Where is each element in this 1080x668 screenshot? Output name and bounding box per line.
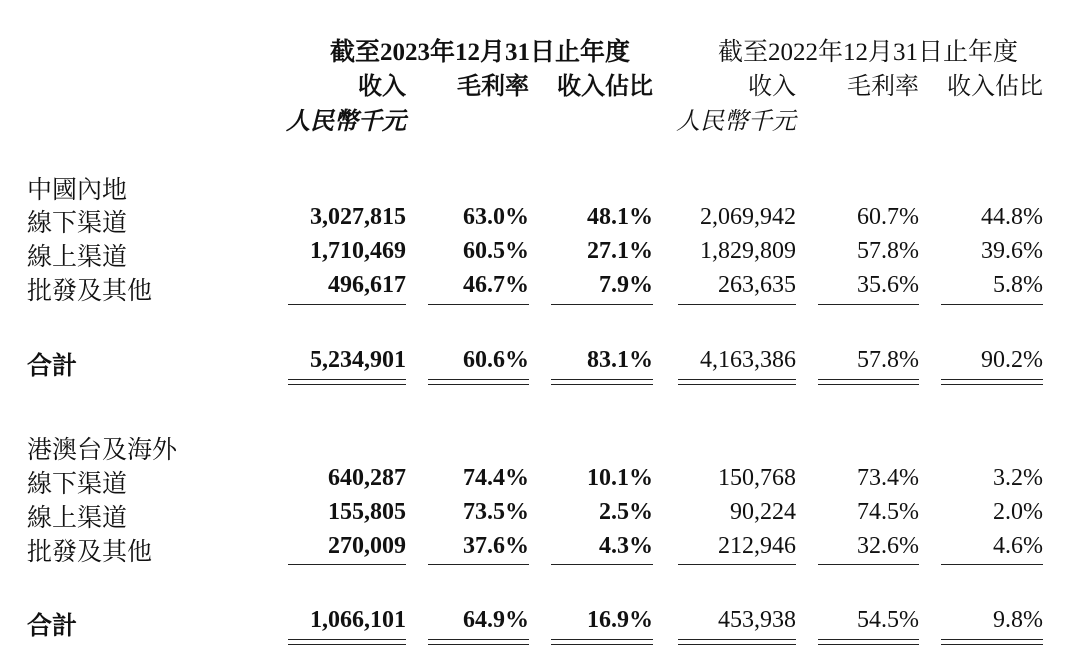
row-label: 線下渠道 bbox=[27, 210, 128, 237]
gm-2022: 54.5% bbox=[857, 607, 919, 633]
gm-2022: 73.4% bbox=[857, 465, 919, 491]
share-2022: 5.8% bbox=[993, 272, 1043, 298]
share-2022: 39.6% bbox=[981, 238, 1043, 264]
share-2023: 10.1% bbox=[587, 465, 653, 491]
share-2023: 7.9% bbox=[599, 272, 653, 298]
rev-2022: 212,946 bbox=[718, 533, 796, 559]
gm-2022: 74.5% bbox=[857, 499, 919, 525]
rev-2023: 1,066,101 bbox=[310, 607, 406, 633]
divider bbox=[551, 304, 653, 305]
share-2022: 3.2% bbox=[993, 465, 1043, 491]
share-2022: 2.0% bbox=[993, 499, 1043, 525]
divider bbox=[678, 564, 796, 565]
divider bbox=[288, 304, 406, 305]
section-title-overseas: 港澳台及海外 bbox=[27, 437, 178, 464]
col-revenue-share-2022: 收入佔比 bbox=[947, 74, 1043, 100]
rev-2022: 2,069,942 bbox=[700, 204, 796, 230]
rev-2023: 640,287 bbox=[328, 465, 406, 491]
double-divider bbox=[678, 639, 796, 645]
divider bbox=[551, 564, 653, 565]
section-title-mainland: 中國內地 bbox=[27, 177, 128, 204]
row-label: 批發及其他 bbox=[27, 278, 153, 305]
period-2022-header: 截至2022年12月31日止年度 bbox=[718, 39, 1019, 66]
col-revenue-2022: 收入 bbox=[748, 74, 796, 100]
double-divider bbox=[818, 639, 919, 645]
share-2023: 4.3% bbox=[599, 533, 653, 559]
double-divider bbox=[551, 379, 653, 385]
rev-2022: 150,768 bbox=[718, 465, 796, 491]
share-2022: 9.8% bbox=[993, 607, 1043, 633]
unit-2023: 人民幣千元 bbox=[286, 109, 406, 135]
row-label: 線上渠道 bbox=[27, 505, 128, 532]
share-2022: 44.8% bbox=[981, 204, 1043, 230]
total-label: 合計 bbox=[27, 613, 78, 640]
double-divider bbox=[551, 639, 653, 645]
gm-2022: 35.6% bbox=[857, 272, 919, 298]
share-2023: 83.1% bbox=[587, 347, 653, 373]
double-divider bbox=[941, 639, 1043, 645]
gm-2023: 74.4% bbox=[463, 465, 529, 491]
double-divider bbox=[678, 379, 796, 385]
gm-2022: 57.8% bbox=[857, 238, 919, 264]
double-divider bbox=[288, 379, 406, 385]
rev-2022: 263,635 bbox=[718, 272, 796, 298]
share-2023: 48.1% bbox=[587, 204, 653, 230]
rev-2023: 5,234,901 bbox=[310, 347, 406, 373]
divider bbox=[428, 304, 529, 305]
rev-2023: 496,617 bbox=[328, 272, 406, 298]
double-divider bbox=[428, 639, 529, 645]
row-label: 線下渠道 bbox=[27, 471, 128, 498]
double-divider bbox=[288, 639, 406, 645]
divider bbox=[818, 564, 919, 565]
double-divider bbox=[941, 379, 1043, 385]
rev-2022: 4,163,386 bbox=[700, 347, 796, 373]
share-2023: 2.5% bbox=[599, 499, 653, 525]
gm-2022: 32.6% bbox=[857, 533, 919, 559]
rev-2023: 3,027,815 bbox=[310, 204, 406, 230]
row-label: 批發及其他 bbox=[27, 539, 153, 566]
double-divider bbox=[818, 379, 919, 385]
gm-2022: 60.7% bbox=[857, 204, 919, 230]
gm-2022: 57.8% bbox=[857, 347, 919, 373]
rev-2022: 453,938 bbox=[718, 607, 796, 633]
divider bbox=[818, 304, 919, 305]
gm-2023: 60.6% bbox=[463, 347, 529, 373]
divider bbox=[941, 564, 1043, 565]
rev-2023: 1,710,469 bbox=[310, 238, 406, 264]
share-2022: 4.6% bbox=[993, 533, 1043, 559]
col-gross-margin-2023: 毛利率 bbox=[457, 74, 529, 100]
share-2022: 90.2% bbox=[981, 347, 1043, 373]
gm-2023: 63.0% bbox=[463, 204, 529, 230]
rev-2022: 90,224 bbox=[730, 499, 796, 525]
col-revenue-2023: 收入 bbox=[358, 74, 406, 100]
row-label: 線上渠道 bbox=[27, 244, 128, 271]
gm-2023: 46.7% bbox=[463, 272, 529, 298]
share-2023: 16.9% bbox=[587, 607, 653, 633]
rev-2022: 1,829,809 bbox=[700, 238, 796, 264]
gm-2023: 60.5% bbox=[463, 238, 529, 264]
col-revenue-share-2023: 收入佔比 bbox=[557, 74, 653, 100]
col-gross-margin-2022: 毛利率 bbox=[847, 74, 919, 100]
rev-2023: 155,805 bbox=[328, 499, 406, 525]
gm-2023: 73.5% bbox=[463, 499, 529, 525]
unit-2022: 人民幣千元 bbox=[676, 109, 796, 135]
gm-2023: 64.9% bbox=[463, 607, 529, 633]
rev-2023: 270,009 bbox=[328, 533, 406, 559]
share-2023: 27.1% bbox=[587, 238, 653, 264]
gm-2023: 37.6% bbox=[463, 533, 529, 559]
total-label: 合計 bbox=[27, 353, 78, 380]
divider bbox=[678, 304, 796, 305]
divider bbox=[428, 564, 529, 565]
double-divider bbox=[428, 379, 529, 385]
period-2023-header: 截至2023年12月31日止年度 bbox=[330, 39, 631, 66]
divider bbox=[941, 304, 1043, 305]
divider bbox=[288, 564, 406, 565]
